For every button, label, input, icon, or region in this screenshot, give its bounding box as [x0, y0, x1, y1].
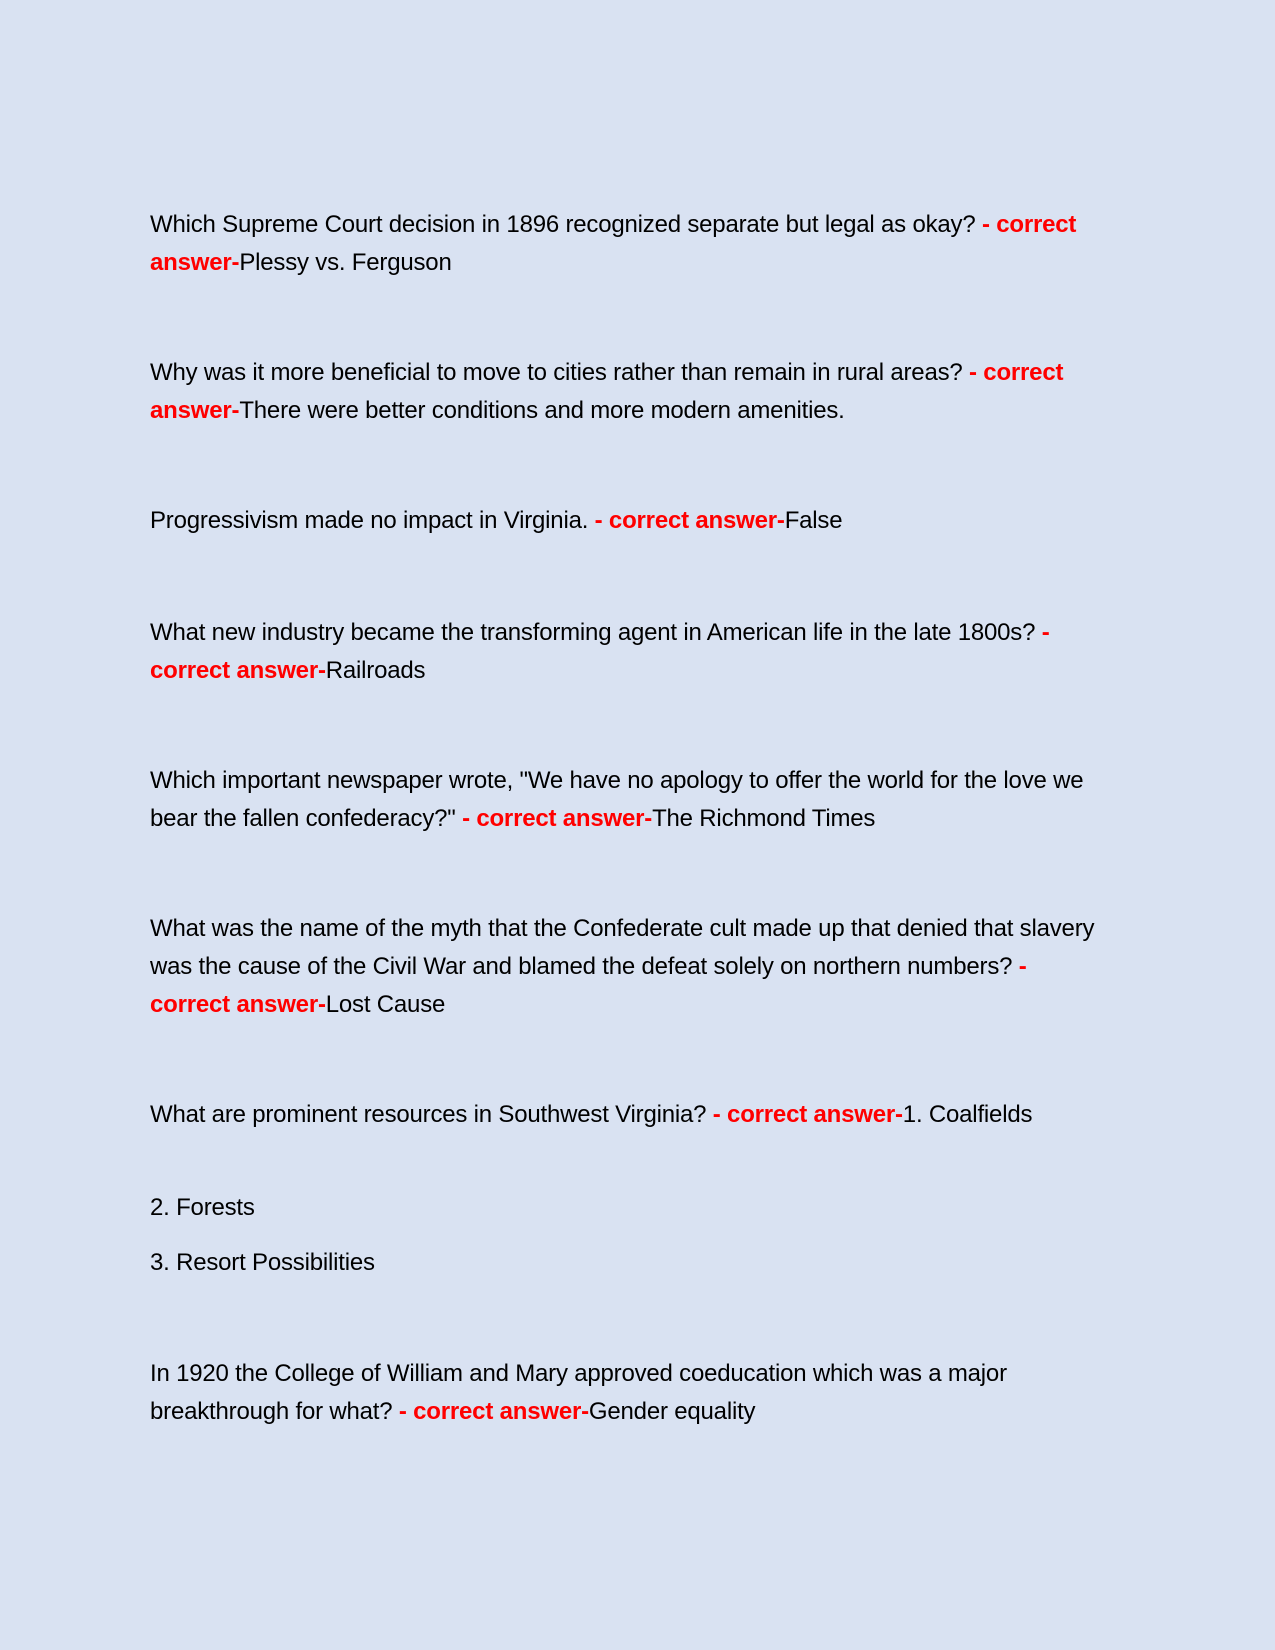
correct-answer-label: - correct answer- — [150, 211, 1077, 276]
question-text: Which Supreme Court decision in 1896 recognized separate but legal as okay? — [150, 211, 982, 238]
correct-answer-label: - correct answer- — [150, 953, 1027, 1018]
answer-text: 1. Coalfields — [902, 1101, 1033, 1128]
qa-item-1 — [150, 206, 1110, 282]
qa-item-4 — [150, 614, 1110, 690]
answer-text: False — [784, 507, 843, 534]
question-text: Progressivism made no impact in Virginia. — [150, 507, 595, 534]
correct-answer-label: - correct answer- — [712, 1101, 903, 1128]
answer-text: Railroads — [325, 657, 426, 684]
qa-item-5 — [150, 762, 1110, 838]
correct-answer-label: - correct answer- — [594, 507, 785, 534]
answer-text: There were better conditions and more modern amenities. — [239, 397, 845, 424]
question-text: In 1920 the College of William and Mary approved coeducation which was a major breakthrough for what? — [150, 1360, 1007, 1425]
qa-item-3 — [150, 502, 1110, 540]
question-text: Why was it more beneficial to move to cities rather than remain in rural areas? — [150, 359, 970, 386]
qa-item-7 — [150, 1096, 1110, 1134]
qa-item-6 — [150, 910, 1110, 1024]
correct-answer-label: - correct answer- — [462, 805, 653, 832]
qa-item-8 — [150, 1355, 1110, 1431]
answer-text: The Richmond Times — [652, 805, 876, 832]
answer-text: Plessy vs. Ferguson — [239, 249, 452, 276]
qa-item-2 — [150, 354, 1110, 430]
answer-list-item: 2. Forests — [150, 1194, 255, 1221]
question-text: What new industry became the transforming agent in American life in the late 1800s? — [150, 619, 1042, 646]
answer-text: Gender equality — [588, 1398, 756, 1425]
question-text: What was the name of the myth that the Confederate cult made up that denied that slavery was the cause of the Civil War and blamed the defeat solely on northern numbers? — [150, 915, 1095, 980]
correct-answer-label: - correct answer- — [150, 359, 1064, 424]
answer-text: Lost Cause — [325, 991, 446, 1018]
answer-list-item: 3. Resort Possibilities — [150, 1249, 375, 1276]
correct-answer-label: - correct answer- — [398, 1398, 589, 1425]
question-text: Which important newspaper wrote, "We have no apology to offer the world for the love we bear the fallen confederacy?" — [150, 767, 1084, 832]
correct-answer-label: - correct answer- — [150, 619, 1050, 684]
question-text: What are prominent resources in Southwest Virginia? — [150, 1101, 713, 1128]
